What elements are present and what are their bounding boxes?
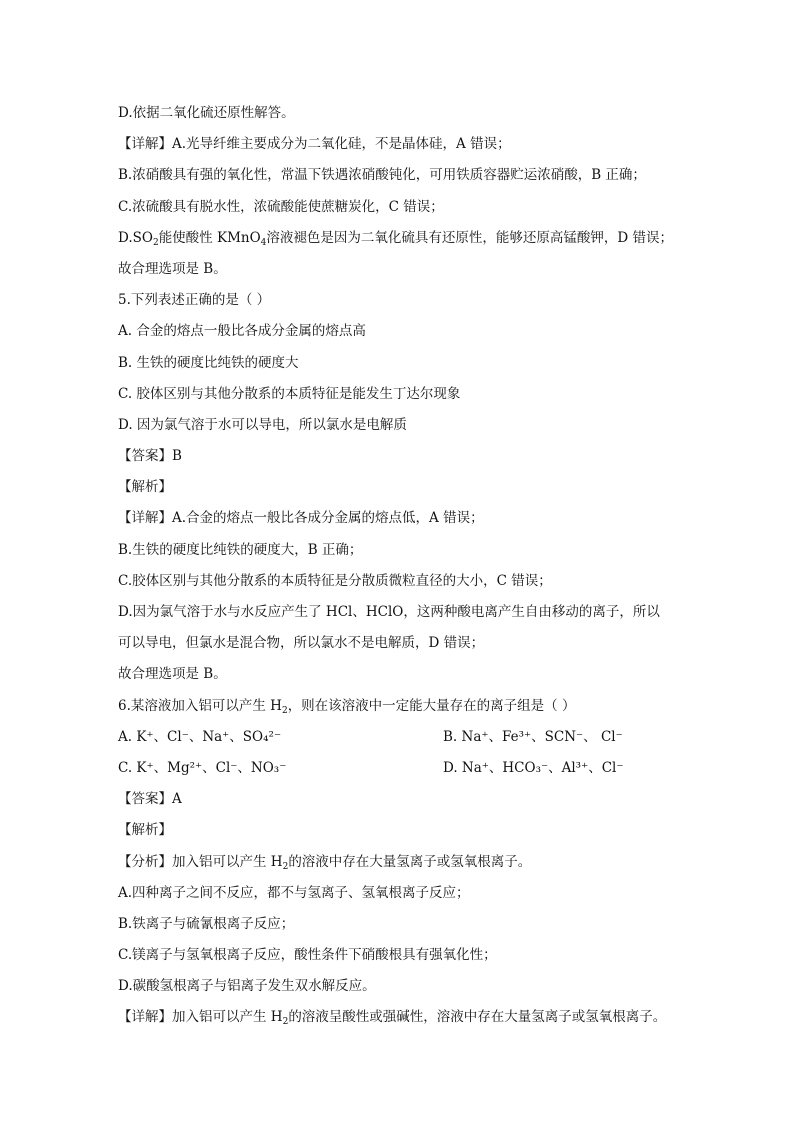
subscript: 2 [281,705,288,716]
text-run: 【详解】加入铝可以产生 H [118,1009,283,1026]
question-6-options-row [118,722,684,753]
question-6-option-a: A. K⁺、Cl⁻、Na⁺、SO₄²⁻ [118,728,282,745]
text-run: 能使酸性 KMnO [158,229,261,246]
text-run: 【分析】加入铝可以产生 H [118,853,283,870]
text-line: 可以导电，但氯水是混合物，所以氯水不是电解质，D 错误； [118,635,485,652]
text-line: D.依据二氧化硫还原性解答。 [118,105,295,121]
question-5-analysis-heading: 【解析】 [118,479,172,496]
text-line [118,223,684,254]
question-5-option-c: C. 胶体区别与其他分散系的本质特征是能发生丁达尔现象 [118,385,461,402]
question-6-answer: 【答案】A [118,791,182,808]
text-line: C.浓硫酸具有脱水性，浓硫酸能使蔗糖炭化，C 错误； [118,198,444,215]
text-line: 【详解】A.合金的熔点一般比各成分金属的熔点低，A 错误； [118,510,484,527]
subscript: 2 [152,237,159,248]
text-line: 【详解】A.光导纤维主要成分为二氧化硅，不是晶体硅，A 错误； [118,136,511,153]
text-run: ，则在该溶液中一定能大量存在的离子组是（ ） [287,697,576,714]
text-line: D.因为氯气溶于水与水反应产生了 HCl、HClO，这两种酸电离产生自由移动的离子，所以 [118,604,660,620]
question-6-stem [118,691,684,722]
question-5-option-b: B. 生铁的硬度比纯铁的硬度大 [118,354,299,371]
subscript: 2 [282,1017,289,1028]
text-line: C.镁离子与氢氧根离子反应，酸性条件下硝酸根具有强氧化性； [118,947,497,964]
subscript: 4 [260,237,267,248]
question-6-option-b: B. Na⁺、Fe³⁺、SCN⁻、 Cl⁻ [443,728,623,745]
question-5-option-a: A. 合金的熔点一般比各成分金属的熔点高 [118,323,366,340]
text-line: B.铁离子与硫氰根离子反应； [118,915,295,932]
text-line: D.碳酸氢根离子与铝离子发生双水解反应。 [118,978,376,995]
text-line: A.四种离子之间不反应，都不与氢离子、氢氧根离子反应； [118,884,470,901]
text-run: 溶液褪色是因为二氧化硫具有还原性，能够还原高锰酸钾，D 错误； [266,229,674,246]
text-line: B.生铁的硬度比纯铁的硬度大，B 正确； [118,541,363,558]
text-run: 6.某溶液加入铝可以产生 H [118,697,282,714]
text-run: D.SO [118,229,153,246]
subscript: 2 [282,861,289,872]
question-6-option-c: C. K⁺、Mg²⁺、Cl⁻、NO₃⁻ [118,759,287,776]
question-5-option-d: D. 因为氯气溶于水可以导电，所以氯水是电解质 [118,416,407,433]
text-run: 的溶液中存在大量氢离子或氢氧根离子。 [288,853,532,870]
question-6-analysis-heading: 【解析】 [118,822,172,839]
question-5-stem: 5.下列表述正确的是（ ） [118,292,271,309]
question-6-options-row [118,753,684,784]
text-line: B.浓硝酸具有强的氧化性，常温下铁遇浓硝酸钝化，可用铁质容器贮运浓硝酸，B 正确； [118,167,646,184]
text-line [118,847,684,878]
text-line [118,1002,684,1033]
text-line: 故合理选项是 B。 [118,666,227,683]
document-page [118,98,684,1034]
question-5-answer: 【答案】B [118,448,182,465]
text-line: 故合理选项是 B。 [118,260,227,277]
question-6-option-d: D. Na⁺、HCO₃⁻、Al³⁺、Cl⁻ [443,759,624,776]
text-run: 的溶液呈酸性或强碱性，溶液中存在大量氢离子或氢氧根离子。 [288,1009,667,1026]
text-line: C.胶体区别与其他分散系的本质特征是分散质微粒直径的大小，C 错误； [118,572,552,589]
